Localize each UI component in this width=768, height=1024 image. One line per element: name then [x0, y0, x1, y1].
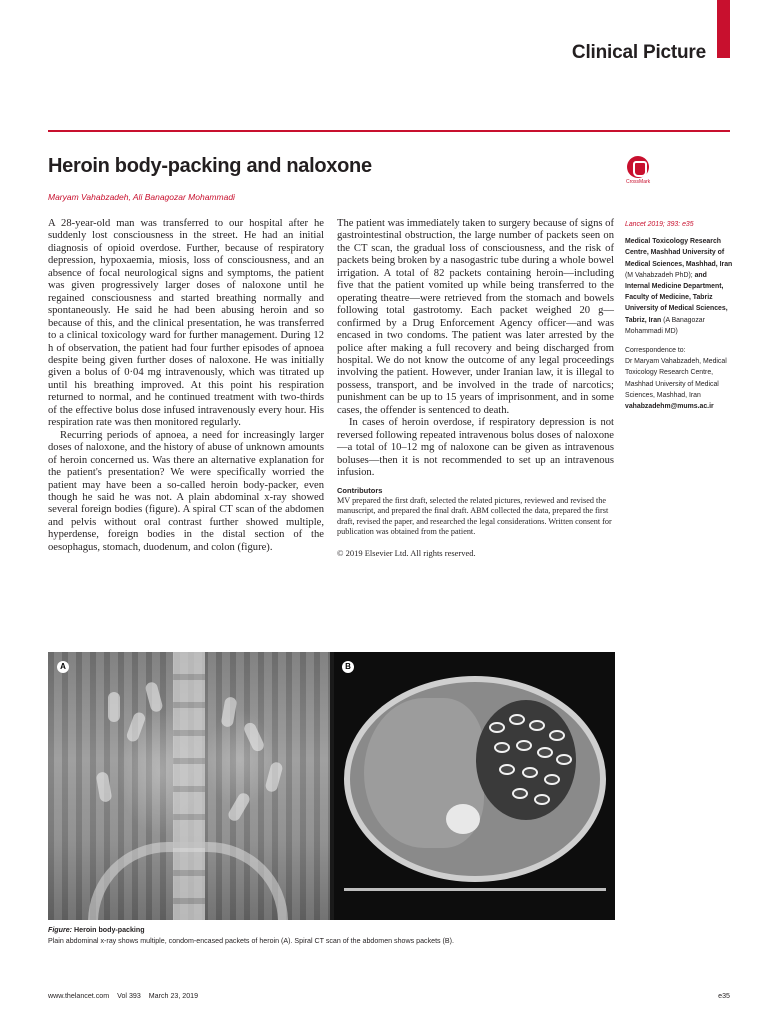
ct-packet	[512, 788, 528, 799]
ct-vertebra	[446, 804, 480, 834]
page-number: e35	[718, 992, 730, 1000]
section-accent-tab	[717, 0, 730, 58]
figure-caption-title	[48, 926, 145, 934]
contributors-heading: Contributors	[337, 485, 383, 495]
ct-packet	[556, 754, 572, 765]
ct-packet	[494, 742, 510, 753]
ct-packet	[534, 794, 550, 805]
xray-packet	[220, 696, 237, 728]
ct-packet	[544, 774, 560, 785]
body-paragraph: The patient was immediately taken to surgery because of signs of gastrointestinal obstruction, the large number of packets seen on the CT scan, the gradual loss of consciousness, and the risk of packets being broken by a nasogastric tube during a whole bowel irrigation. A total of 82 packets containing heroin—including five that the patient vomited up while being transferred to the operating theatre—were retrieved from the stomach and bowels following total gastrotomy. Each packet weighed 20 g—confirmed by a Drug Enforcement Agency officer—and was encased in two condoms. The patient was later arrested by the police after making a full recovery and being discharged from hospital. We do not know the outcome of any legal proceedings involving the patient. However, under Iranian law, it is illegal to possess, transport, and be involved in the trade of narcotics; punishment can be up to 15 years of imprisonment, and in some cases, the offender is sentenced to death.	[337, 218, 614, 416]
footer-volume: Vol 393	[117, 992, 141, 1000]
xray-packet	[108, 692, 120, 722]
ct-packet	[499, 764, 515, 775]
crossmark-icon[interactable]	[626, 156, 650, 190]
figure-caption-title-text: Heroin body-packing	[72, 926, 145, 934]
affiliation-1: Medical Toxicology Research Centre, Mashhad University of Medical Sciences, Mashhad, Iran	[625, 238, 733, 268]
figure	[48, 652, 615, 920]
copyright-notice: © 2019 Elsevier Ltd. All rights reserved.	[337, 547, 476, 558]
ct-packet	[509, 714, 525, 725]
xray-pelvis	[88, 842, 288, 920]
body-paragraph: In cases of heroin overdose, if respiratory depression is not reversed following repeated intravenous bolus doses of naloxone—a total of 10–12 mg of naloxone can be given as intravenous boluses—then it is not recommended to set up an intravenous infusion.	[337, 417, 614, 479]
ct-packet	[516, 740, 532, 751]
article-authors: Maryam Vahabzadeh, Ali Banagozar Mohammadi	[48, 192, 235, 202]
ct-scan-image	[334, 652, 615, 920]
xray-packet	[144, 681, 163, 713]
figure-caption-text: Plain abdominal x-ray shows multiple, condom-encased packets of heroin (A). Spiral CT scan of the abdomen shows packets (B).	[48, 936, 454, 945]
footer-site-link[interactable]: www.thelancet.com	[48, 992, 110, 1000]
panel-b-label: B	[342, 661, 354, 673]
article-title: Heroin body-packing and naloxone	[48, 155, 372, 177]
figure-caption	[48, 925, 615, 946]
correspondence-email[interactable]: vahabzadehm@mums.ac.ir	[625, 403, 714, 411]
xray-packet	[125, 711, 147, 743]
header-rule	[48, 130, 730, 132]
body-paragraph: A 28-year-old man was transferred to our hospital after he suddenly lost consciousness in the street. He had an initial diagnosis of opioid overdose. Further, because of respiratory depression, hypoxaemia, miosis, loss of consciousness, and an absence of focal neurological signs and symptoms, the patient was given progressively larger doses of naloxone until he regained consciousness and started breathing normally and spontaneously. He said he had been abusing heroin and so because of this, and the clinical presentation, he was transferred to a clinical toxicology ward for further management. During 12 h of observation, the patient had four further episodes of apnoea despite being given further doses of naloxone. He was initially given a bolus of 0·04 mg intravenously, which was titrated up until his breathing improved. At this point his respiration returned to normal, and he continued treatment with two-thirds of the effective bolus dose infused intravenously every hour. His respiration rate was then monitored regularly.	[48, 218, 324, 429]
xray-packet	[242, 721, 266, 753]
section-title: Clinical Picture	[571, 42, 706, 63]
xray-packet	[95, 771, 112, 803]
figure-caption-prefix: Figure:	[48, 926, 73, 934]
margin-sidebar	[625, 219, 733, 412]
body-column-1	[48, 218, 324, 554]
correspondence-text: Dr Maryam Vahabzadeh, Medical Toxicology Research Centre, Mashhad University of Medical Sciences, Mashhad, Iran	[625, 358, 727, 399]
panel-a-label: A	[57, 661, 69, 673]
citation: Lancet 2019; 393: e35	[625, 221, 694, 228]
footer-date: March 23, 2019	[148, 992, 199, 1000]
affiliation-and: and	[694, 271, 707, 279]
xray-image	[48, 652, 330, 920]
ct-packet	[522, 767, 538, 778]
ct-packet	[489, 722, 505, 733]
body-column-2	[337, 218, 614, 559]
page-footer	[48, 992, 198, 1000]
affiliation-2: Internal Medicine Department, Faculty of Medicine, Tabriz University of Medical Sciences, Tabriz, Iran	[625, 283, 728, 324]
xray-packet	[264, 761, 283, 793]
affiliations	[625, 236, 733, 337]
affiliation-2-author: (A Banagozar Mohammadi MD)	[625, 316, 705, 335]
body-paragraph: Recurring periods of apnoea, a need for increasingly larger doses of naloxone, and the history of abuse of unknown amounts of heroin concerned us. Was there an alternative explanation for the patient's presentation? We were specifically worried the patient may have been a so-called heroin body-packer, even though he said he was not. A plain abdominal x-ray showed several foreign bodies (figure). A spiral CT scan of the abdomen and pelvis without oral contrast further showed multiple, hyperdense, foreign bodies in the distal section of the oesophagus, stomach, duodenum, and colon (figure).	[48, 429, 324, 553]
ct-packet	[537, 747, 553, 758]
crossmark-badge	[627, 156, 649, 178]
correspondence-label: Correspondence to:	[625, 347, 686, 355]
xray-packet	[226, 791, 251, 823]
ct-table	[344, 888, 606, 891]
affiliation-1-author: (M Vahabzadeh PhD);	[625, 271, 695, 279]
crossmark-label: CrossMark	[626, 179, 651, 185]
ct-packet	[529, 720, 545, 731]
ct-packet	[549, 730, 565, 741]
contributors-text: MV prepared the first draft, selected the related pictures, reviewed and revised the manuscript, and prepared the final draft. ABM collected the data, prepared the first draft, revised the paper, and researched the legal considerations. Written consent for publication was obtained from the patient.	[337, 495, 612, 537]
